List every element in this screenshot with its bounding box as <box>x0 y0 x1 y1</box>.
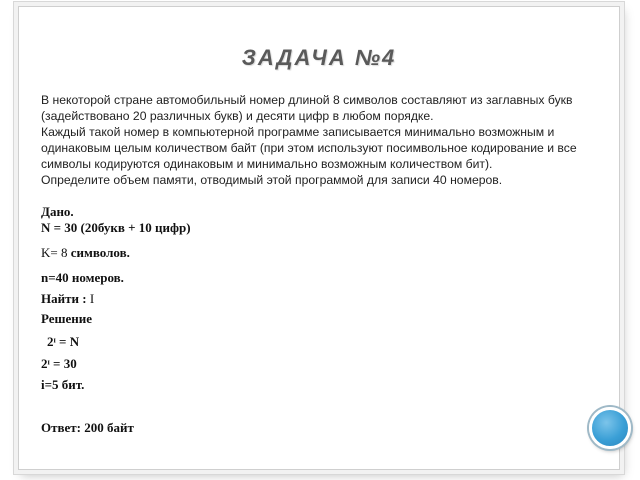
given-k-bold: символов. <box>70 245 130 260</box>
answer-line: Ответ: 200 байт <box>41 420 134 435</box>
decorative-circle-icon <box>589 407 631 449</box>
find-label: Найти : <box>41 291 90 306</box>
given-k-line <box>41 245 130 261</box>
solution-line-1: 2ᶦ = N <box>47 334 80 349</box>
given-k-prefix: K= 8 <box>41 245 71 260</box>
find-line <box>41 291 94 307</box>
find-value: I <box>89 291 95 306</box>
solution-line-3: i=5 бит. <box>41 377 85 392</box>
problem-text <box>41 92 613 188</box>
given-count-line: n=40 номеров. <box>41 270 124 285</box>
given-label: Дано. <box>41 204 74 219</box>
problem-text-content: В некоторой стране автомобильный номер длиной 8 символов составляют из заглавных букв (задействовано 20 различных букв) и десяти цифр в любом порядке. Каждый такой номер в компьютерной программе записывается минимально возможным и одинаковым целым количеством байт (при этом используют посимвольное кодирование и все символы кодируются одинаковым и минимально возможным количеством бит). Определите объем памяти, отводимый этой программой для записи 40 номеров. <box>41 93 577 187</box>
slide-title: ЗАДАЧА №4 <box>241 45 397 70</box>
given-n-line: N = 30 (20букв + 10 цифр) <box>41 220 191 235</box>
solution-label: Решение <box>41 311 93 326</box>
slide <box>18 6 620 470</box>
solution-line-2: 2ᶦ = 30 <box>41 356 77 371</box>
